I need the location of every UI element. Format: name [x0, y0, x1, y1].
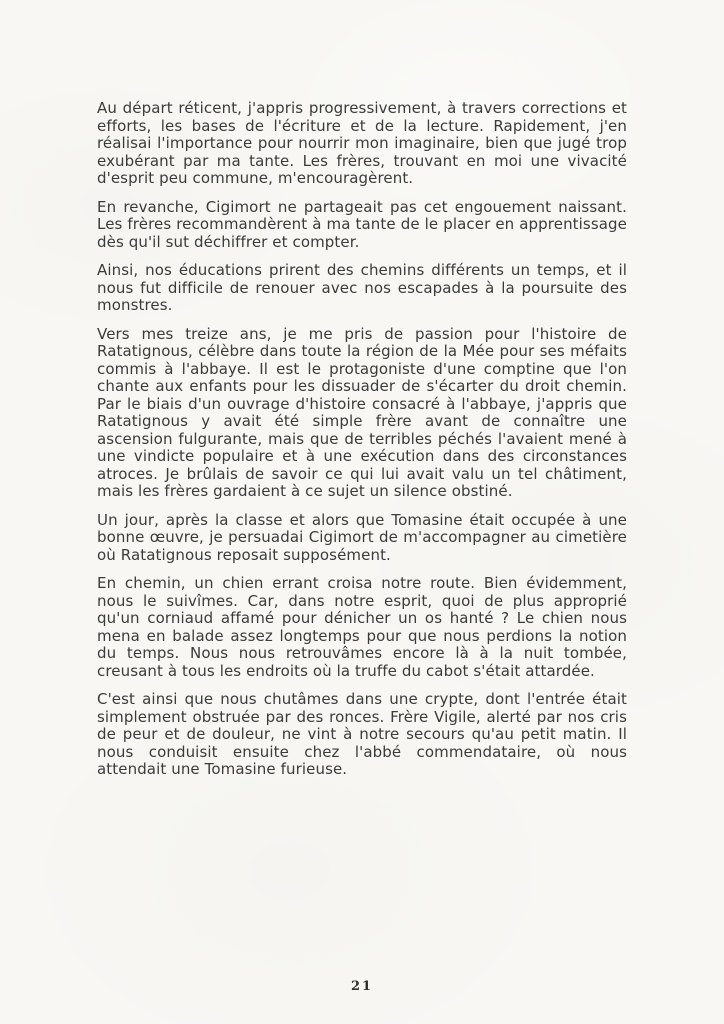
- body-text: [97, 100, 627, 779]
- page-footer: [0, 975, 724, 994]
- paragraph-4: Vers mes treize ans, je me pris de passion pour l'histoire de Ratatignous, célèbre dans toute la région de la Mée pour ses méfaits commis à l'abbaye. Il est le protagoniste d'une comptine que l'on chante aux enfants pour les dissuader de s'écarter du droit chemin. Par le biais d'un ouvrage d'histoire consacré à l'abbaye, j'appris que Ratatignous y avait été simple frère avant de connaître une ascension fulgurante, mais que de terribles péchés l'avaient mené à une vindicte populaire et à une exécution dans des circonstances atroces. Je brûlais de savoir ce qui lui avait valu un tel châtiment, mais les frères gardaient à ce sujet un silence obstiné.: [97, 324, 627, 500]
- paragraph-6: En chemin, un chien errant croisa notre route. Bien évidemment, nous le suivîmes. Car, dans notre esprit, quoi de plus approprié qu'un corniaud affamé pour dénicher un os hanté ? Le chien nous mena en balade assez longtemps pour que nous perdions la notion du temps. Nous nous retrouvâmes encore là à la nuit tombée, creusant à tous les endroits où la truffe du cabot s'était attardée.: [97, 574, 627, 680]
- paragraph-5: Un jour, après la classe et alors que Tomasine était occupée à une bonne œuvre, je persuadai Cigimort de m'accompagner au cimetière où Ratatignous reposait supposément.: [97, 510, 627, 564]
- paragraph-2: En revanche, Cigimort ne partageait pas cet engouement naissant. Les frères recommandèrent à ma tante de le placer en apprentissage dès qu'il sut déchiffrer et compter.: [97, 197, 627, 251]
- page-number: 21: [350, 979, 374, 994]
- paragraph-3: Ainsi, nos éducations prirent des chemins différents un temps, et il nous fut difficile de renouer avec nos escapades à la poursuite des monstres.: [97, 261, 627, 314]
- paragraph-7: C'est ainsi que nous chutâmes dans une crypte, dont l'entrée était simplement obstruée par des ronces. Frère Vigile, alerté par nos cris de peur et de douleur, ne vint à notre secours qu'au petit matin. Il nous conduisit ensuite chez l'abbé commendataire, où nous attendait une Tomasine furieuse.: [97, 690, 627, 778]
- paragraph-1: Au départ réticent, j'appris progressivement, à travers corrections et efforts, les bases de l'écriture et de la lecture. Rapidement, j'en réalisai l'importance pour nourrir mon imaginaire, bien que jugé trop exubérant par ma tante. Les frères, trouvant en moi une vivacité d'esprit peu commune, m'encouragèrent.: [97, 99, 627, 187]
